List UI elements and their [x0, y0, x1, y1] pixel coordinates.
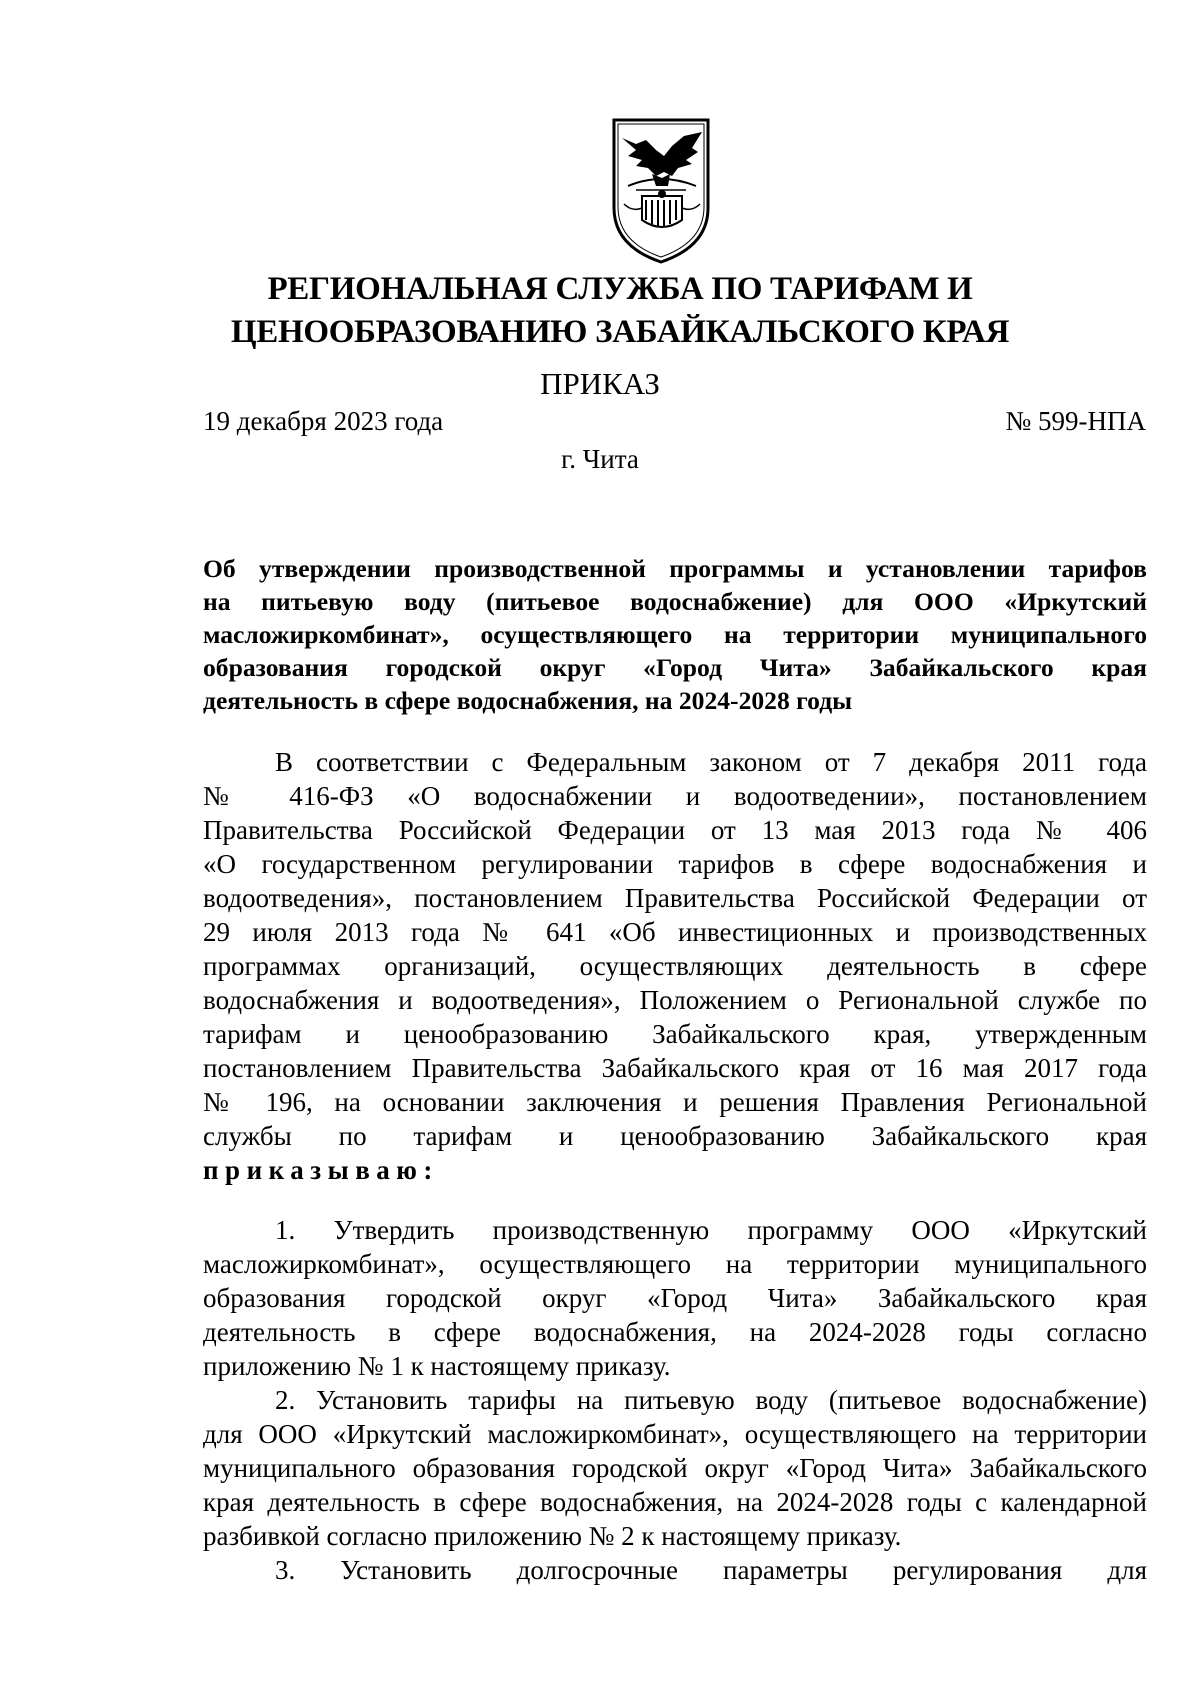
preamble-paragraph	[203, 745, 1147, 1187]
item-2-line: края деятельность в сфере водоснабжения, на 2024-2028 годы с календарной	[203, 1487, 1147, 1517]
subject-line: образования городской округ «Город Чита» Забайкальского края	[203, 653, 1147, 682]
organization-name	[160, 268, 1080, 354]
item-1-line: масложиркомбинат», осуществляющего на территории муниципального	[203, 1249, 1147, 1279]
order-items	[203, 1213, 1147, 1587]
subject-line: на питьевую воду (питьевое водоснабжение) для ООО «Иркутский	[203, 587, 1147, 616]
coat-of-arms-emblem	[606, 116, 716, 264]
item-2-line: 2. Установить тарифы на питьевую воду (питьевое водоснабжение)	[275, 1385, 1147, 1415]
item-3-line: 3. Установить долгосрочные параметры регулирования для	[275, 1555, 1147, 1585]
preamble-line: № 196, на основании заключения и решения Правления Региональной	[203, 1087, 1147, 1117]
preamble-line: В соответствии с Федеральным законом от 7 декабря 2011 года	[275, 747, 1147, 777]
document-type: ПРИКАЗ	[540, 366, 660, 401]
item-2-line: разбивкой согласно приложению № 2 к настоящему приказу.	[203, 1521, 902, 1551]
preamble-line: Правительства Российской Федерации от 13 мая 2013 года № 406	[203, 815, 1147, 845]
document-number: № 599-НПА	[1005, 406, 1146, 436]
preamble-line: 29 июля 2013 года № 641 «Об инвестиционных и производственных	[203, 917, 1147, 947]
subject-line: деятельность в сфере водоснабжения, на 2024-2028 годы	[203, 686, 853, 715]
preamble-line: постановлением Правительства Забайкальского края от 16 мая 2017 года	[203, 1053, 1147, 1083]
preamble-line: службы по тарифам и ценообразованию Забайкальского края	[203, 1121, 1147, 1151]
item-2-line: для ООО «Иркутский масложиркомбинат», осуществляющего на территории	[203, 1419, 1147, 1449]
document-subject	[203, 552, 1147, 717]
preamble-line: № 416-ФЗ «О водоснабжении и водоотведении», постановлением	[203, 781, 1147, 811]
subject-line: масложиркомбинат», осуществляющего на территории муниципального	[203, 620, 1147, 649]
preamble-line: «О государственном регулировании тарифов в сфере водоснабжения и	[203, 849, 1147, 879]
document-city: г. Чита	[561, 444, 639, 474]
item-2-line: муниципального образования городской округ «Город Чита» Забайкальского	[203, 1453, 1147, 1483]
preamble-line: водоотведения», постановлением Правительства Российской Федерации от	[203, 883, 1147, 913]
document-date: 19 декабря 2023 года	[203, 406, 444, 436]
item-1-line: деятельность в сфере водоснабжения, на 2024-2028 годы согласно	[203, 1317, 1147, 1347]
order-word: приказываю:	[203, 1155, 439, 1185]
org-line-2: ЦЕНООБРАЗОВАНИЮ ЗАБАЙКАЛЬСКОГО КРАЯ	[230, 314, 1010, 350]
org-line-1: РЕГИОНАЛЬНАЯ СЛУЖБА ПО ТАРИФАМ И	[267, 271, 973, 307]
item-1-line: приложению № 1 к настоящему приказу.	[203, 1351, 671, 1381]
preamble-line: водоснабжения и водоотведения», Положением о Региональной службе по	[203, 985, 1147, 1015]
item-1-line: 1. Утвердить производственную программу ООО «Иркутский	[275, 1215, 1147, 1245]
preamble-line: программах организаций, осуществляющих деятельность в сфере	[203, 951, 1147, 981]
subject-line: Об утверждении производственной программы и установлении тарифов	[203, 554, 1147, 583]
item-1-line: образования городской округ «Город Чита» Забайкальского края	[203, 1283, 1147, 1313]
preamble-line: тарифам и ценообразованию Забайкальского края, утвержденным	[203, 1019, 1147, 1049]
